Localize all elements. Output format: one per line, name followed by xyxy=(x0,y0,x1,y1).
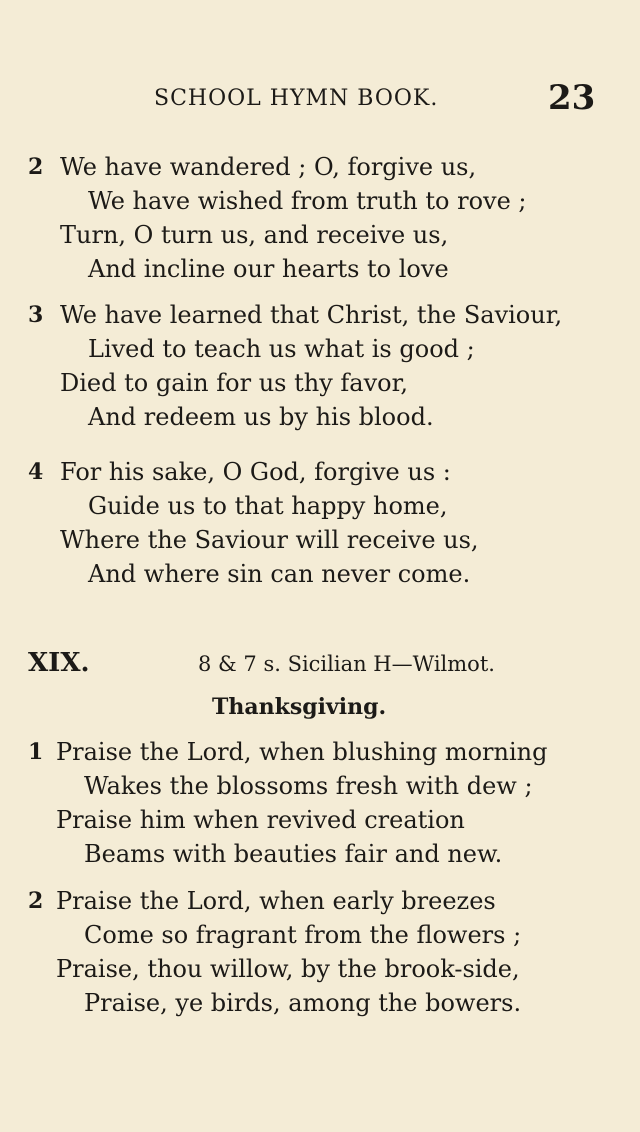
verse-line: Died to gain for us thy favor, xyxy=(60,369,409,397)
hymn-subtitle: Thanksgiving. xyxy=(212,694,387,720)
hymn-meter-tune: 8 & 7 s. Sicilian H—Wilmot. xyxy=(198,652,495,676)
verse-line: Praise him when revived creation xyxy=(56,806,465,834)
verse-line: And redeem us by his blood. xyxy=(88,403,434,431)
verse-line: We have wished from truth to rove ; xyxy=(88,187,527,215)
verse-line: Praise, thou willow, by the brook-side, xyxy=(56,955,520,983)
verse-line: Turn, O turn us, and receive us, xyxy=(60,221,449,249)
running-header-title: SCHOOL HYMN BOOK. xyxy=(154,86,439,111)
verse-line: Where the Saviour will receive us, xyxy=(60,526,479,554)
verse-line: We have wandered ; O, forgive us, xyxy=(60,153,477,181)
verse-line: Praise the Lord, when blushing morning xyxy=(56,738,548,766)
verse-line: Guide us to that happy home, xyxy=(88,492,448,520)
hymn-number: XIX. xyxy=(28,648,90,678)
page-number: 23 xyxy=(548,78,596,118)
stanza-number: 4 xyxy=(28,459,44,485)
verse-line: Praise, ye birds, among the bowers. xyxy=(84,989,522,1017)
verse-line: And incline our hearts to love xyxy=(88,255,449,283)
verse-line: Beams with beauties fair and new. xyxy=(84,840,503,868)
stanza-number: 2 xyxy=(28,154,44,180)
stanza-number: 2 xyxy=(28,888,44,914)
verse-line: And where sin can never come. xyxy=(88,560,471,588)
stanza-number: 3 xyxy=(28,302,44,328)
verse-line: Come so fragrant from the flowers ; xyxy=(84,921,522,949)
verse-line: Lived to teach us what is good ; xyxy=(88,335,475,363)
verse-line: We have learned that Christ, the Saviour, xyxy=(60,301,563,329)
verse-line: For his sake, O God, forgive us : xyxy=(60,458,451,486)
verse-line: Praise the Lord, when early breezes xyxy=(56,887,496,915)
stanza-number: 1 xyxy=(28,739,44,765)
verse-line: Wakes the blossoms fresh with dew ; xyxy=(84,772,533,800)
